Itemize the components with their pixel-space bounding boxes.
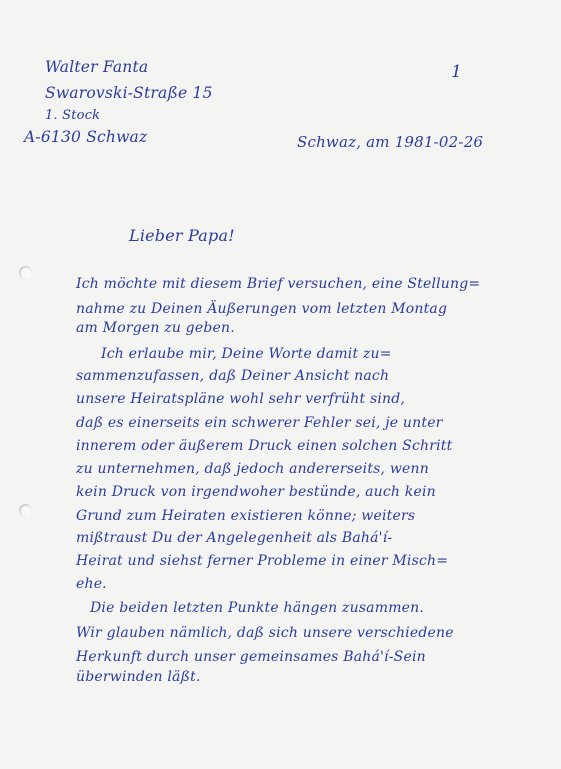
sender-name: Walter Fanta [45,58,149,76]
body-line: am Morgen zu geben. [76,320,235,336]
sender-floor: 1. Stock [45,108,101,123]
body-line: Herkunft durch unser gemeinsames Bahá'í-Sein [76,649,426,665]
punch-hole-top [19,266,32,279]
page-number: 1 [451,62,463,82]
body-line: daß es einerseits ein schwerer Fehler sei, je unter [76,415,443,431]
place-date: Schwaz, am 1981-02-26 [297,133,484,151]
body-line: Die beiden letzten Punkte hängen zusammen. [90,600,425,616]
body-line: Wir glauben nämlich, daß sich unsere verschiedene [76,625,454,641]
body-line: nahme zu Deinen Äußerungen vom letzten Montag [76,301,448,317]
salutation: Lieber Papa! [129,226,235,245]
body-line: Ich erlaube mir, Deine Worte damit zu= [101,346,392,362]
body-line: ehe. [76,576,107,592]
body-line: unsere Heiratspläne wohl sehr verfrüht sind, [76,391,406,407]
body-line: Heirat und siehst ferner Probleme in einer Misch= [76,553,449,569]
body-line: sammenzufassen, daß Deiner Ansicht nach [76,368,390,384]
body-line: Ich möchte mit diesem Brief versuchen, eine Stellung= [76,276,481,292]
body-line: Grund zum Heiraten existieren könne; weiters [76,508,416,524]
body-line: kein Druck von irgendwoher bestünde, auch kein [76,484,436,500]
sender-city: A-6130 Schwaz [24,128,148,146]
body-line: innerem oder äußerem Druck einen solchen Schritt [76,438,453,454]
punch-hole-bottom [19,504,32,517]
sender-street: Swarovski-Straße 15 [45,84,213,102]
body-line: überwinden läßt. [76,669,201,685]
body-line: zu unternehmen, daß jedoch andererseits, wenn [76,461,429,477]
body-line: mißtraust Du der Angelegenheit als Bahá'í- [76,530,393,546]
